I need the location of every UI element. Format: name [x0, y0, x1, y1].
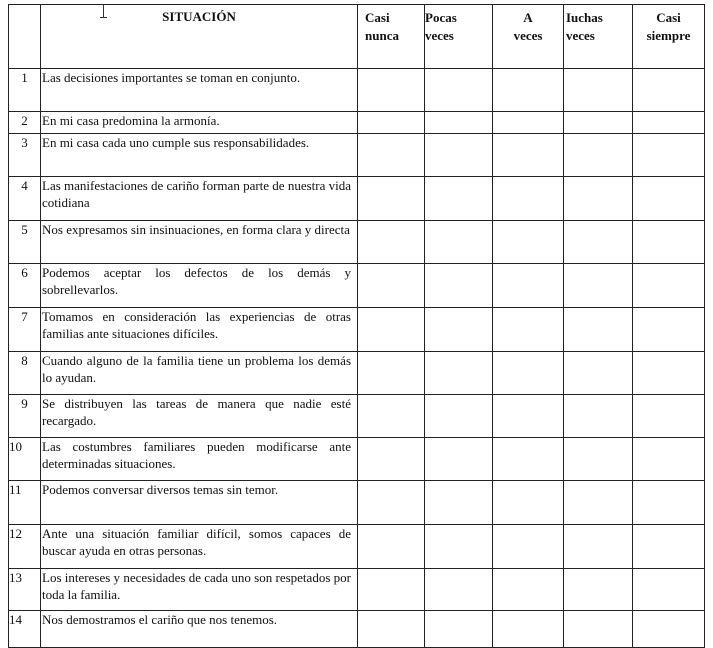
situation-statement: Las costumbres familiares pueden modificarse ante determinadas situaciones.	[41, 438, 358, 481]
answer-cell-a-veces[interactable]	[493, 352, 564, 395]
answer-cell-casi-nunca[interactable]	[358, 395, 425, 438]
table-row	[9, 395, 705, 438]
answer-cell-muchas-veces[interactable]	[564, 611, 633, 648]
row-number: 6	[9, 264, 41, 308]
answer-cell-casi-nunca[interactable]	[358, 177, 425, 221]
answer-cell-casi-siempre[interactable]	[633, 69, 705, 112]
answer-cell-muchas-veces[interactable]	[564, 352, 633, 395]
situation-statement: Cuando alguno de la familia tiene un problema los demás lo ayudan.	[41, 352, 358, 395]
header-situation: SITUACIÓN	[41, 5, 358, 69]
answer-cell-a-veces[interactable]	[493, 134, 564, 177]
table-row	[9, 611, 705, 648]
answer-cell-a-veces[interactable]	[493, 177, 564, 221]
header-row	[9, 5, 705, 69]
table-row	[9, 69, 705, 112]
answer-cell-casi-nunca[interactable]	[358, 569, 425, 611]
answer-cell-pocas-veces[interactable]	[425, 308, 493, 352]
answer-cell-casi-siempre[interactable]	[633, 481, 705, 525]
answer-cell-a-veces[interactable]	[493, 308, 564, 352]
answer-cell-a-veces[interactable]	[493, 69, 564, 112]
answer-cell-pocas-veces[interactable]	[425, 525, 493, 569]
row-number: 1	[9, 69, 41, 112]
situation-statement: Las decisiones importantes se toman en conjunto.	[41, 69, 358, 112]
table-row	[9, 569, 705, 611]
answer-cell-pocas-veces[interactable]	[425, 177, 493, 221]
answer-cell-muchas-veces[interactable]	[564, 525, 633, 569]
answer-cell-casi-nunca[interactable]	[358, 611, 425, 648]
answer-cell-pocas-veces[interactable]	[425, 611, 493, 648]
situation-statement: En mi casa cada uno cumple sus responsabilidades.	[41, 134, 358, 177]
row-number: 12	[9, 525, 41, 569]
answer-cell-casi-siempre[interactable]	[633, 352, 705, 395]
answer-cell-muchas-veces[interactable]	[564, 112, 633, 134]
answer-cell-a-veces[interactable]	[493, 395, 564, 438]
situation-statement: En mi casa predomina la armonía.	[41, 112, 358, 134]
answer-cell-casi-nunca[interactable]	[358, 221, 425, 264]
row-number: 9	[9, 395, 41, 438]
table-row	[9, 112, 705, 134]
answer-cell-casi-nunca[interactable]	[358, 525, 425, 569]
answer-cell-pocas-veces[interactable]	[425, 134, 493, 177]
row-number: 8	[9, 352, 41, 395]
row-number: 7	[9, 308, 41, 352]
row-number: 3	[9, 134, 41, 177]
row-number: 13	[9, 569, 41, 611]
row-number: 4	[9, 177, 41, 221]
answer-cell-pocas-veces[interactable]	[425, 438, 493, 481]
row-number: 5	[9, 221, 41, 264]
situation-statement: Tomamos en consideración las experiencias de otras familias ante situaciones difíciles.	[41, 308, 358, 352]
answer-cell-pocas-veces[interactable]	[425, 264, 493, 308]
header-option-casi-nunca: Casi nunca	[358, 5, 425, 69]
answer-cell-casi-siempre[interactable]	[633, 438, 705, 481]
answer-cell-casi-nunca[interactable]	[358, 134, 425, 177]
answer-cell-casi-siempre[interactable]	[633, 395, 705, 438]
answer-cell-a-veces[interactable]	[493, 221, 564, 264]
situation-statement: Podemos conversar diversos temas sin temor.	[41, 481, 358, 525]
situation-statement: Nos demostramos el cariño que nos tenemos.	[41, 611, 358, 648]
table-row	[9, 177, 705, 221]
situation-statement: Las manifestaciones de cariño forman parte de nuestra vida cotidiana	[41, 177, 358, 221]
answer-cell-pocas-veces[interactable]	[425, 395, 493, 438]
answer-cell-pocas-veces[interactable]	[425, 352, 493, 395]
situation-statement: Nos expresamos sin insinuaciones, en forma clara y directa	[41, 221, 358, 264]
survey-table	[8, 4, 705, 648]
answer-cell-casi-nunca[interactable]	[358, 308, 425, 352]
answer-cell-muchas-veces[interactable]	[564, 438, 633, 481]
table-row	[9, 352, 705, 395]
table-row	[9, 438, 705, 481]
answer-cell-casi-siempre[interactable]	[633, 308, 705, 352]
situation-statement: Los intereses y necesidades de cada uno son respetados por toda la familia.	[41, 569, 358, 611]
answer-cell-casi-siempre[interactable]	[633, 569, 705, 611]
situation-statement: Ante una situación familiar difícil, somos capaces de buscar ayuda en otras personas.	[41, 525, 358, 569]
answer-cell-casi-siempre[interactable]	[633, 134, 705, 177]
table-row	[9, 525, 705, 569]
answer-cell-casi-nunca[interactable]	[358, 352, 425, 395]
answer-cell-muchas-veces[interactable]	[564, 308, 633, 352]
table-row	[9, 308, 705, 352]
answer-cell-a-veces[interactable]	[493, 569, 564, 611]
answer-cell-muchas-veces[interactable]	[564, 69, 633, 112]
answer-cell-a-veces[interactable]	[493, 611, 564, 648]
answer-cell-muchas-veces[interactable]	[564, 481, 633, 525]
answer-cell-muchas-veces[interactable]	[564, 569, 633, 611]
table-row	[9, 264, 705, 308]
header-option-casi-siempre: Casi siempre	[633, 5, 705, 69]
answer-cell-pocas-veces[interactable]	[425, 481, 493, 525]
answer-cell-muchas-veces[interactable]	[564, 177, 633, 221]
answer-cell-casi-nunca[interactable]	[358, 438, 425, 481]
answer-cell-pocas-veces[interactable]	[425, 69, 493, 112]
answer-cell-a-veces[interactable]	[493, 481, 564, 525]
row-number: 2	[9, 112, 41, 134]
row-number: 14	[9, 611, 41, 648]
table-row	[9, 134, 705, 177]
answer-cell-pocas-veces[interactable]	[425, 221, 493, 264]
answer-cell-casi-siempre[interactable]	[633, 177, 705, 221]
answer-cell-casi-siempre[interactable]	[633, 264, 705, 308]
situation-statement: Podemos aceptar los defectos de los demás y sobrellevarlos.	[41, 264, 358, 308]
table-row	[9, 221, 705, 264]
answer-cell-pocas-veces[interactable]	[425, 569, 493, 611]
answer-cell-casi-siempre[interactable]	[633, 221, 705, 264]
answer-cell-a-veces[interactable]	[493, 264, 564, 308]
answer-cell-muchas-veces[interactable]	[564, 395, 633, 438]
answer-cell-casi-nunca[interactable]	[358, 264, 425, 308]
answer-cell-muchas-veces[interactable]	[564, 264, 633, 308]
header-number-cell	[9, 5, 41, 69]
header-option-a-veces: A veces	[493, 5, 564, 69]
table-row	[9, 481, 705, 525]
answer-cell-casi-nunca[interactable]	[358, 69, 425, 112]
answer-cell-pocas-veces[interactable]	[425, 112, 493, 134]
header-option-pocas-veces: Pocas veces	[425, 5, 493, 69]
header-option-muchas-veces: Iuchas veces	[564, 5, 633, 69]
situation-statement: Se distribuyen las tareas de manera que nadie esté recargado.	[41, 395, 358, 438]
answer-cell-muchas-veces[interactable]	[564, 221, 633, 264]
answer-cell-casi-siempre[interactable]	[633, 525, 705, 569]
answer-cell-casi-siempre[interactable]	[633, 611, 705, 648]
answer-cell-a-veces[interactable]	[493, 112, 564, 134]
answer-cell-a-veces[interactable]	[493, 525, 564, 569]
answer-cell-a-veces[interactable]	[493, 438, 564, 481]
row-number: 11	[9, 481, 41, 525]
answer-cell-casi-nunca[interactable]	[358, 481, 425, 525]
answer-cell-casi-nunca[interactable]	[358, 112, 425, 134]
answer-cell-muchas-veces[interactable]	[564, 134, 633, 177]
row-number: 10	[9, 438, 41, 481]
answer-cell-casi-siempre[interactable]	[633, 112, 705, 134]
